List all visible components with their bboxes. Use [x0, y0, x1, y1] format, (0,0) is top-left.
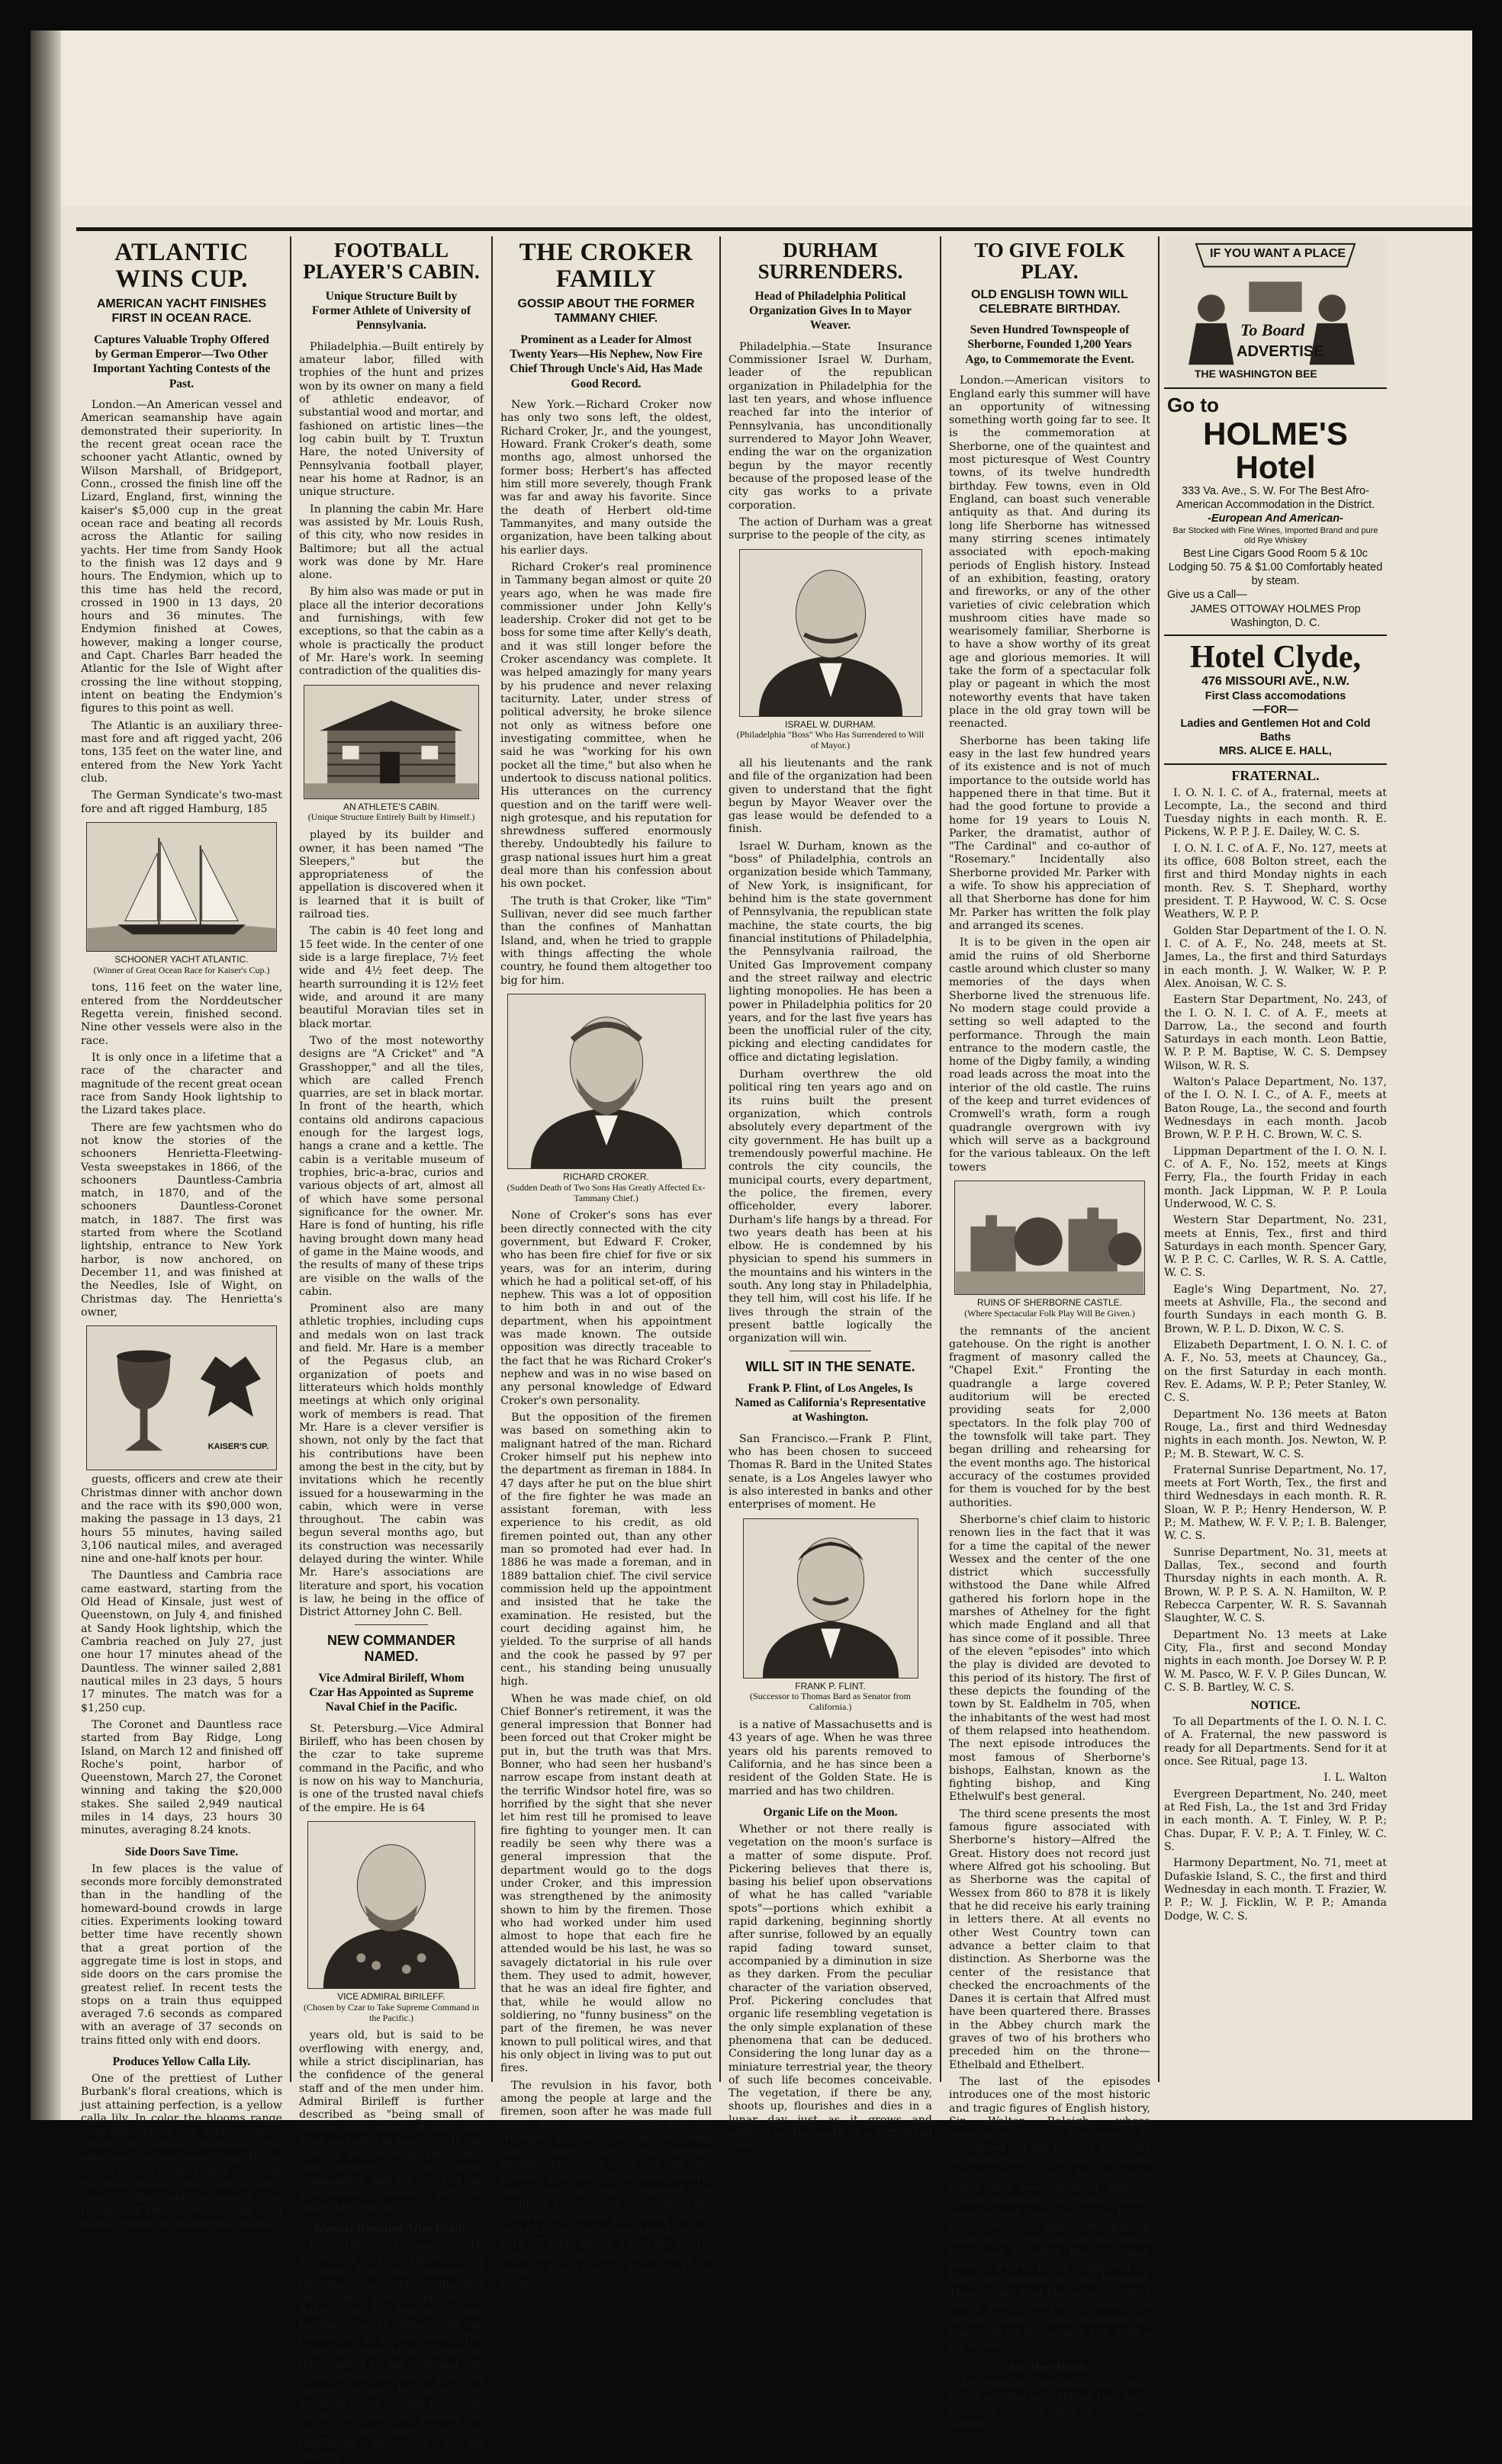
- notice-entry: To all Departments of the I. O. N. I. C. of A. Fraternal, the new password is ready for all Departments. Send for it at once. See Ritual, page 13.: [1164, 1716, 1387, 1768]
- figure-subcaption: (Successor to Thomas Bard as Senator from California.): [749, 1691, 912, 1713]
- article-paragraph: St. Petersburg.—Vice Admiral Birileff, who has been chosen by the czar to take supreme command in the Pacific, and who is now on his way to Manchuria, is one of the trusted naval chiefs of the empire. He is 64: [299, 1722, 484, 1814]
- fraternal-entry: Fraternal Sunrise Department, No. 17, meets at Fort Worth, Tex., the first and third Wednesdays in each month. R. R. Sloan, W. P. P.; Henry Henderson, W. P. P.; M. Mathew, W. F. V. P.; I. B. Balenger, W. C. S.: [1164, 1463, 1387, 1543]
- admiral-portrait: [307, 1821, 475, 1989]
- sailboat-icon: [87, 823, 276, 951]
- cartoon-banner-text: IF YOU WANT A PLACE: [1210, 247, 1346, 260]
- portrait-icon: [740, 550, 921, 716]
- article-paragraph: Philadelphia.—Built entirely by amateur labor, filled with trophies of the hunt and prizes won by its owner on many a field of athletic endeavor, of substantial wood and mortar, and fashioned on artistic lines—the log cabin built by T. Truxtun Hare, the noted University of Pennsylvania football player, near his home at Radnor, is an unique structure.: [299, 340, 484, 499]
- cartoon-board-text: To Board: [1240, 320, 1305, 339]
- yacht-illustration: [86, 822, 277, 952]
- headline-senate: WILL SIT IN THE SENATE.: [745, 1358, 915, 1374]
- ad-goto: Go to: [1167, 394, 1219, 416]
- deck-senate: Frank P. Flint, of Los Angeles, Is Named as California's Representative at Washington.: [735, 1381, 926, 1425]
- newspaper-page: [31, 31, 1472, 2463]
- article-paragraph: The revulsion in his favor, both among the people at large and the firemen, soon after he was made full chief, was as complete as was his triumph at his excellent standing after taking the civil service examination. Fires were put out with greater efficiency than ever before, and when he was removed for "political reasons," as he claimed, the underwriters made a vigorous protest in which the forces combined, joined with all their might. Later the courts reinstated him, and he is likely to remain fire chief in New York for some time.: [500, 2079, 712, 2290]
- article-paragraph: Sherborne has been taking life easy in the last few hundred years of its existence and is not of much importance to the outside world has happened there in that time. But it had the good fortune to provide a home for 19 years to Louis N. Parker, the dramatist, author of "The Cardinal" and co-author of "Rosemary." Incidentally also Sherborne provided Mr. Parker with a wife. To show his appreciation of all that Sherborne has done for him Mr. Parker has written the folk play and arranged its scenes.: [949, 734, 1150, 932]
- figure-caption: VICE ADMIRAL BIRILEFF.: [337, 1990, 445, 2002]
- article-paragraph: Richard Croker's real prominence in Tammany began almost or quite 20 years ago, when he was made fire commissioner under John Kelly's leadership. Croker did not get to be boss for some time after Kelly's death, and it was still longer before the Croker ascendancy was complete. It was helped amazingly for many years by his prudence and never relaxing taciturnity. Later, under stress of political adversity, he broke silence not only as witness before one investigating committee, when he said he was "working for his own pocket all the time," but also when he undertook to discuss national politics. His utterances on the currency question and on the tariff were well-nigh grotesque, and his reputation for shrewdness suffered enormously thereby. Undoubtedly his failure to grasp national issues hurt him a great deal more than his confession about his own pocket.: [500, 561, 712, 891]
- headline-croker-family: THE CROKER FAMILY: [519, 239, 693, 293]
- figure-subcaption: (Winner of Great Ocean Race for Kaiser's Cup.): [93, 964, 270, 975]
- article-paragraph: When he was made chief, on old Chief Bonner's retirement, it was the general impression that Bonner had been forced out that Croker might be put in, but the truth was that Mrs. Bonner, who had seen her husband's narrow escape from instant death at the terrific Windsor hotel fire, was so horrified by the sight that she never let him rest till he promised to leave fire fighting to younger men. It can readily be seen why there was a general impression that the department would go to the dogs under Croker, and this impression was strengthened by the animosity shown to him by the firemen. Those who had worked under him used almost to hope that each fire he attended would be his last, he was so savagely dictatorial in his rule over them. They used to admit, however, that he was an ideal fire fighter, and that, while he would allow no soldiering, no "funny business" on the part of the firemen, he was never known to pull political wires, and that his only object in living was to put out fires.: [500, 1692, 712, 2075]
- article-paragraph: Whether or not there really is vegetation on the moon's surface is a matter of some dispute. Prof. Pickering believes that there is, basing his belief upon observations of what he has called "variable spots"—portions which exhibit a rapid darkening, beginning shortly after sunrise, followed by an equally rapid fading toward sunset, accompanied by a diminution in size as they darken. From the peculiar character of the variation observed, Prof. Pickering concludes that organic life resembling vegetation is the only simple explanation of these phenomena that can be deduced. Considering the long lunar day as a miniature terrestrial year, the theory of such life becomes conceivable. The vegetation, if there be any, shoots up, flourishes and dies in a lunar day just as it grows and withers on the earth in a terrestrial year.: [728, 1823, 932, 2153]
- article-paragraph: The third scene presents the most famous figure associated with Sherborne's history—Alfred the Great. History does not record just where Alfred got his schooling. But as Sherborne was the capital of Wessex from 860 to 878 it is likely that he did receive his early training in letters there. At all events no other West Country town can advance a better claim to that distinction. As Sherborne was the center of the resistance that checked the encroachments of the Danes it is certain that Alfred must have been quartered there. Brasses in the Abbey church mark the graves of two of his brothers who preceded him on the throne—Ethelbald and Ethelbert.: [949, 1807, 1150, 2071]
- article-paragraph: The last of the episodes introduces one of the most historic and tragic figures of English history, Sir Walter Raleigh, whose association with Sherborne is accounted not the least of its claims to distinction. It depicts his home coming with his wife to the castle which had been granted him by Queen Elizabeth. Sir Walter makes some jocund speeches to his bride, the townsfolk, and then puffing away at his pipe, and we are shown the scene in which the "Virginian weed," which he is supposed to have first introduced into England. Then occurs that humorous incident which every smoker is familiar. A servant comes in and imagining his master is on fire souses him with a jug of ale.: [949, 2076, 1150, 2353]
- figure-caption: RICHARD CROKER.: [563, 1171, 649, 1182]
- fraternal-entry: Golden Star Department of the I. O. N. I. C. of A. F., No. 248, meets at St. James, La., the first and third Saturdays in each month. J. W. Walker, W. P. P. Alex. Anoisan, W. C. S.: [1164, 924, 1387, 990]
- masthead-rule: [76, 227, 1472, 231]
- cartoon-ad: [1164, 236, 1387, 389]
- fraternal-entry: Department No. 13 meets at Lake City, Fla., first and second Monday nights in each month. Joe Dorsey W. P. P. W. M. Pasco, W. F. V. P. Giles Duncan, W. C. S. B. Bartley, W. C. S.: [1164, 1628, 1387, 1694]
- article-paragraph: Philadelphia.—State Insurance Commissioner Israel W. Durham, leader of the republican organization in Philadelphia for the last ten years, and whose influence reached far into the interior of Pennsylvania, has unconditionally surrendered to Mayor John Weaver, ending the war on the organization begun by the mayor recently because of the proposed lease of the city gas works to a private corporation.: [728, 340, 932, 512]
- fraternal-entry: I. O. N. I. C. of A. F., No. 127, meets at its office, 608 Bolton street, each the first and third Monday nights in each month. Rev. S. T. Shephard, worthy president. T. P. Haywood, W. C. S. Ocse Weathers, W. P. P.: [1164, 842, 1387, 921]
- subhead-croker: GOSSIP ABOUT THE FORMER TAMMANY CHIEF.: [517, 297, 695, 326]
- column-1: [75, 236, 288, 2231]
- article-paragraph: By him also was made or put in place all the interior decorations and furnishings, with few exceptions, so that the cabin as a whole is practically the product of Mr. Hare's work. In seeming contradiction of the qualities dis-: [299, 586, 484, 678]
- article-paragraph: There are few yachtsmen who do not know the stories of the schooners Henrietta-Fleetwing-Vesta sweepstakes in 1866, of the schooners Dauntless-Cambria match, in 1870, and of the schooners Dauntless-Coronet match, in 1887. The first was started from where the Scotland lightship, entrance to New York harbor, is now anchored, on December 11, and was finished at the Needles, Isle of Wight, on Christmas day. The Henrietta's owner,: [81, 1121, 282, 1319]
- column-rule: [290, 236, 291, 2082]
- deck-atlantic: Captures Valuable Trophy Offered by German Emperor—Two Other Important Yachting Contests of the Past.: [92, 332, 271, 390]
- column-3: [494, 236, 718, 2290]
- article-paragraph: One of the prettiest of Luther Burbank's floral creations, which is just attaining perfection, is a yellow calla lily. In color the blooms range from light lemon to a deeper orange shade of yellow. Burbank first obtained the specimen from Africa, which have a slight yellow coloring. He then crossed them with a hardy dwarf calla and increased the richness of the yellow coloring until he has produced wonderful results.: [81, 2073, 282, 2231]
- flint-portrait: [743, 1518, 918, 1679]
- cartoon-bee-text: THE WASHINGTON BEE: [1195, 368, 1317, 380]
- article-paragraph: Durham overthrew the old political ring ten years ago and on its ruins built the present organization, which controls absolutely every department of the city government. He has built up a tremendously powerful machine. He controls the city councils, the municipal courts, every department, the police, the firemen, every officeholder, every laborer. Durham's life hangs by a thread. For two years death has been at his elbow. He is condemned by his physician to spend his summers in the mountains and his winters in the south. Any long stay in Philadelphia, they tell him, will cost his life. If he lives through the strain of the present battle logically the organization will win.: [728, 1068, 932, 1345]
- article-paragraph: all his lieutenants and the rank and file of the organization had been given to understand that the fight begun by Mayor Weaver over the gas lease would be defended to a finish.: [728, 757, 932, 836]
- cartoon-advertise-text: ADVERTISE: [1237, 343, 1324, 360]
- hotel-clyde-ad: [1164, 636, 1387, 765]
- figure-caption: SCHOONER YACHT ATLANTIC.: [114, 953, 249, 965]
- article-paragraph: tons, 116 feet on the water line, entered from the Norddeutscher Regetta verein, finished second. Nine other vessels were also in the race.: [81, 981, 282, 1047]
- subhead-calla-lily: Produces Yellow Calla Lily.: [112, 2055, 251, 2069]
- deck-durham: Head of Philadelphia Political Organization Gives In to Mayor Weaver.: [749, 289, 912, 332]
- article-paragraph: The Coronet and Dauntless race started from Bay Ridge, Long Island, on March 12 and finished off Roche's point, harbor of Queenstown, March 27, the Coronet winning and taking the $20,000 stakes. She sailed 2,949 nautical miles in 14 days, 23 hours 30 minutes, averaging 8.24 knots.: [81, 1718, 282, 1837]
- fraternal-entry: Western Star Department, No. 231, meets at Ennis, Tex., first and third Saturdays in each month. Spencer Gary, W. P. P. C. C. Carlles, W. R. S. A. Cattle, W. C. S.: [1164, 1214, 1387, 1280]
- figure-subcaption: (Chosen by Czar to Take Supreme Command in the Pacific.): [304, 2001, 479, 2023]
- subhead-side-doors: Side Doors Save Time.: [124, 1845, 239, 1858]
- article-paragraph: The cabin is 40 feet long and 15 feet wide. In the center of one side is a large fireplace, 7½ feet wide and 4½ feet deep. The hearth surrounding it is 12½ feet wide, and around it are many beautiful Moravian tiles set in black mortar.: [299, 925, 484, 1030]
- column-5: [943, 236, 1156, 2430]
- deck-new-commander: Vice Admiral Birileff, Whom Czar Has Appointed as Supreme Naval Chief in the Pacific.: [309, 1671, 474, 1714]
- article-paragraph: played by its builder and owner, it has been named "The Sleepers," but the appropriateness of the appellation is discovered when it is learned that it is built of railroad ties.: [299, 829, 484, 921]
- notice-signature: I. L. Walton: [1323, 1772, 1387, 1785]
- cup-label: KAISER'S CUP.: [207, 1442, 269, 1452]
- article-paragraph: In planning the cabin Mr. Hare was assisted by Mr. Louis Rush, of this city, who now resides in Baltimore; but all the actual work was done by Mr. Hare alone.: [299, 503, 484, 582]
- fraternal-entry: Eastern Star Department, No. 243, of the I. O. N. I. C. of A. F., meets at Darrow, La., the second and fourth Saturdays in each month. Leon Battie, W. P. P. M. Baptise, W. C. S. Dempsey Wilson, W. R. S.: [1164, 994, 1387, 1072]
- article-paragraph: An English physician says that fishes are the only things that have life that do not have a taste for alcohol.: [949, 2378, 1150, 2430]
- ad-line: Washington, D. C.: [1230, 616, 1320, 629]
- article-paragraph: The German Syndicate's two-mast fore and aft rigged Hamburg, 185: [81, 789, 282, 815]
- column-2: [293, 236, 490, 2463]
- durham-portrait: [739, 549, 922, 717]
- ad-line: Give us a Call—: [1167, 589, 1247, 602]
- fraternal-heading: FRATERNAL.: [1231, 767, 1320, 783]
- figure-caption: AN ATHLETE'S CABIN.: [343, 801, 440, 812]
- fraternal-section: [1164, 768, 1387, 1923]
- headline-new-commander: NEW COMMANDER NAMED.: [327, 1632, 455, 1664]
- headline-durham: DURHAM SURRENDERS.: [757, 239, 903, 284]
- headline-atlantic: ATLANTIC WINS CUP.: [114, 239, 249, 293]
- log-cabin-icon: [304, 686, 478, 798]
- figure-subcaption: (Sudden Death of Two Sons Has Greatly Affected Ex-Tammany Chief.): [507, 1181, 706, 1203]
- ad-hotel-name: HOLME'S Hotel: [1203, 416, 1348, 486]
- article-paragraph: San Francisco.—Frank P. Flint, who has been chosen to succeed Thomas R. Bard in the United States senate, is a Los Angeles lawyer who is also interested in banks and other enterprises of moment. He: [728, 1432, 932, 1511]
- article-paragraph: None of Croker's sons has ever been directly connected with the city government, but Edward F. Croker, who has been fire chief for five or six years, was for an interim, during which he had a political set-off, of his nephew. This was a lot of opposition to him both in and out of the department, when his appointment was made known. The outside opposition was directly traceable to the fact that he was Richard Croker's nephew and was in no wise based on any personal knowledge of Edward Croker's own personality.: [500, 1210, 712, 1407]
- castle-ruins-illustration: [954, 1181, 1145, 1295]
- page-top-margin: [61, 31, 1472, 206]
- figure-caption: RUINS OF SHERBORNE CASTLE.: [976, 1296, 1123, 1308]
- castle-icon: [955, 1181, 1144, 1294]
- binding-spine: [31, 31, 61, 2120]
- article-paragraph: London.—American visitors to England early this summer will have an opportunity of witnessing something worth going far to see. It is the commemoration at Sherborne, one of the quaintest and most picturesque of West Country towns, of its twelve hundredth birthday. Few towns, even in Old England, can boast such venerable antiquity as that. And during its long life Sherborne has witnessed many stirring scenes intimately associated with epoch-making periods of English history. Instead of an exhibition, feasting, oratory and fireworks, or any of the other varieties of civic celebration which mushroom cities have made so wearisomely familiar, Sherborne is to have a show worthy of its great age and glorious memories. It will take the form of a spectacular folk play or pageant in which the most noteworthy events that have taken place in the old gray town will be reenacted.: [949, 374, 1150, 731]
- ad-line: First Class accomodations: [1204, 689, 1346, 702]
- ad-line: —FOR—: [1253, 704, 1298, 717]
- article-paragraph: Sherborne's chief claim to historic renown lies in the fact that it was for a time the capital of the newer Wessex and the center of the one district which successfully withstood the Dane while Alfred gathered his forlorn hope in the marshes of Athelney for the fight which made England and all that has since come of it possible. Three of the eleven "episodes" into which the play is divided are devoted to this period of its history. The first of these depicts the founding of the town by St. Ealdhelm in 705, when the inhabitants of the west had most of them relapsed into heathendom. The next episode introduces the most famous of Sherborne's bishops, Ealhstan, known as the fighting bishop, and King Ethelwulf's best general.: [949, 1513, 1150, 1804]
- article-paragraph: London.—An American vessel and American seamanship have again demonstrated their superiority. In the recent great ocean race the schooner yacht Atlantic, owned by Wilson Marshall, of Bridgeport, Conn., crossed the finish line off the Lizard, England, first, winning the kaiser's $5,000 cup in the great ocean race and beating all records across the Atlantic for sailing yachts. Her time from Sandy Hook to the finish was 12 days and 9 hours. The Endymion, which up to this time has held the record, crossed in 1900 in 13 days, 20 hours and 36 minutes. The Endymion finished at Cowes, however, making a longer course, and Capt. Charles Barr headed the Atlantic for the Isle of Wight after crossing the line without stopping, intent on beating the Endymion's figures to this point as well.: [81, 399, 282, 715]
- subhead-yet-they-drink: Yet They Drink.: [1008, 2360, 1091, 2374]
- ad-line: 333 Va. Ave., S. W. For The Best Afro-American Accommodation in the District.: [1176, 485, 1375, 512]
- ad-line: Bar Stocked with Fine Wines, Imported Brand and pure old Rye Whiskey: [1172, 525, 1378, 546]
- fraternal-entry: Walton's Palace Department, No. 137, of the I. O. N. I. C., of A. F., meets at Baton Rouge, La., the second and fourth Wednesdays in each month. Jacob Brown, W. P. P. H. C. Brown, W. C. S.: [1164, 1076, 1387, 1142]
- ad-line: Best Line Cigars Good Room 5 & 10c: [1183, 548, 1368, 561]
- column-rule: [719, 236, 721, 2082]
- fraternal-entry: Lippman Department of the I. O. N. I. C. of A. F., No. 152, meets at Kings Ferry, Fla., the fourth Friday in each month. Jack Lippman, W. P. P. Loula Underwood, W. C. S.: [1164, 1145, 1387, 1210]
- fraternal-entry: Sunrise Department, No. 31, meets at Dallas, Tex., second and fourth Thursday nights in each month. A. R. Brown, W. P. P. S. A. N. Hamilton, W. P. Rebecca Carpenter, W. R. S. Savannah Slaughter, W. C. S.: [1164, 1546, 1387, 1625]
- article-paragraph: It is only once in a lifetime that a race of the character and magnitude of the recent great ocean race from Sandy Hook lightship to the Lizard takes place.: [81, 1052, 282, 1117]
- portrait-icon: [508, 994, 705, 1168]
- article-paragraph: The action of Durham was a great surprise to the people of the city, as: [728, 516, 932, 542]
- croker-portrait: [507, 994, 706, 1169]
- ad-line: -European And American-: [1208, 512, 1343, 525]
- ad-hotel-name: Hotel Clyde,: [1190, 639, 1361, 675]
- column-6-ads: [1161, 236, 1390, 2082]
- portrait-icon: [744, 1519, 918, 1678]
- ad-line: Lodging 50. 75 & $1.00 Comfortably heated by steam.: [1168, 561, 1383, 588]
- notice-entry: Harmony Department, No. 71, meet at Dufaskie Island, S. C., the first and third Wednesday in each month. T. Frazier, W. P. P.; W. J. Ficklin, W. P. P.; Amanda Dodge, W. C. S.: [1164, 1857, 1387, 1923]
- figure-caption: ISRAEL W. DURHAM.: [785, 718, 876, 730]
- column-rule: [940, 236, 941, 2082]
- ad-line: MRS. ALICE E. HALL,: [1219, 745, 1332, 758]
- column-rule: [1158, 236, 1159, 2082]
- column-4: [722, 236, 938, 2153]
- deck-football-cabin: Unique Structure Built by Former Athlete of University of Pennsylvania.: [311, 289, 471, 332]
- fraternal-entry: Department No. 136 meets at Baton Rouge, La., first and third Wednesday nights in each month. Jos. Newton, W. P. P.; M. B. Stewart, W. C. S.: [1164, 1408, 1387, 1460]
- article-paragraph: New York.—Richard Croker now has only two sons left, the oldest, Richard Croker, Jr., and the youngest, Howard. Frank Croker's death, some months ago, almost unhorsed the former boss; Herbert's has affected him still more severely, though Frank was far and away his favorite. Since the death of Herbert old-time Tammanyites, and many outside the organization, have been talking about his earlier days.: [500, 399, 712, 557]
- article-paragraph: The Dauntless and Cambria race came eastward, starting from the Old Head of Kinsale, just west of Queenstown, on July 4, and finished at Sandy Hook lightship, which the Cambria reached on July 27, just one hour 17 minutes ahead of the Dauntless. The winner sailed 2,881 nautical miles in 23 days, 5 hours 17 minutes. The match was for a $1,250 cup.: [81, 1569, 282, 1714]
- article-paragraph: It is to be given in the open air amid the ruins of old Sherborne castle around which cluster so many memories of the days when Sherborne lived the strenuous life. No modern stage could provide a setting so well adapted to the performance. Through the main entrance to the modern castle, the home of the Digby family, a winding road leads across the moat into the interior of the old castle. The ruins of the keep and turret evidences of Cromwell's wrath, form a rough quadrangle overgrown with ivy which will serve as a background for the various tableaux. On the left towers: [949, 936, 1150, 1174]
- article-paragraph: is a native of Massachusetts and is 43 years of age. When he was three years old his parents removed to California, and he has since been a resident of the Golden State. He is married and has two children.: [728, 1719, 932, 1797]
- article-paragraph: The truth is that Croker, like "Tim" Sullivan, never did see much farther than the confines of Manhattan Island, and, when he tried to grapple with things affecting the whole country, he found them altogether too big for him.: [500, 895, 712, 987]
- article-paragraph: In 1902 Alexander H. Morehead was county treasurer at Globe, Ariz., and a member of the legislature. He embezzled the county funds and fled to Baker City, O., leaving a wife behind him. In Baker City he passed as A. H. Alexander. The other day, when he was dying, he telegraphed to his wife and she came. When she had to give her maiden name to mark her husband's last resting place she could not see the reason for writing one name on the tombstone and told of his identity.: [299, 2239, 484, 2463]
- article-paragraph: guests, officers and crew ate their Christmas dinner with anchor down and the race with its $90,000 won, making the passage in 13 days, 21 hours 55 minutes, having sailed 3,106 nautical miles, and averaged nine and one-half knots per hour.: [81, 1473, 282, 1566]
- article-paragraph: Prominent also are many athletic trophies, including cups and medals won on last track and field. Mr. Hare is a member of the Pegasus club, an organization of poets and litterateurs which holds monthly meetings at which only original work of members is read. That Mr. Hare is a clever versifier is shown, not only by the fact that his contributions have been among the best in the city, but by invitations which he recently issued for a housewarming in the cabin, which were in verse throughout. The cabin was begun several months ago, but its construction was necessarily delayed during the winter. While Mr. Hare's associations are literature and sport, his vocation is law, he being in the office of District Attorney John C. Bell.: [299, 1303, 484, 1619]
- figure-subcaption: (Philadelphia "Boss" Who Has Surrendered to Will of Mayor.): [736, 729, 925, 751]
- subhead-moon: Organic Life on the Moon.: [763, 1805, 898, 1819]
- subhead-atlantic: AMERICAN YACHT FINISHES FIRST IN OCEAN RACE.: [96, 297, 267, 326]
- ad-line: Ladies and Gentlemen Hot and Cold Baths: [1180, 718, 1371, 744]
- deck-folk-play: Seven Hundred Townspeople of Sherborne, Founded 1,200 Years Ago, to Commemorate the Event.: [965, 323, 1134, 366]
- article-paragraph: Israel W. Durham, known as the "boss" of Philadelphia, controls an organization beside which Tammany, of New York, is insignificant, for behind him is the state government of Pennsylvania, the republican state machine, the state courts, the big financial institutions of Philadelphia, the Pennsylvania railroad, the United Gas Improvement company and the street railway and electric lighting monopolies. He has been a power in Philadelphia politics for 20 years, and for the last five years has been the unofficial ruler of the city, picking and electing candidates for office and dictating legislation.: [728, 840, 932, 1064]
- fraternal-entry: Eagle's Wing Department, No. 27, meets at Ashville, Fla., the second and fourth Sundays in each month G. B. Brown, W. P. L. D. Dixon, W. C. S.: [1164, 1283, 1387, 1335]
- figure-caption: FRANK P. FLINT.: [795, 1680, 866, 1691]
- deck-croker: Prominent as a Leader for Almost Twenty Years—His Nephew, Now Fire Chief Through Uncle's Aid, Has Made Good Record.: [510, 332, 703, 390]
- headline-football-cabin: FOOTBALL PLAYER'S CABIN.: [303, 239, 480, 284]
- article-paragraph: In few places is the value of seconds more forcibly demonstrated than in the handling of the homeward-bound crowds in large cities. Experiments looking toward better time have recently shown that a great portion of the aggregate time is lost in stops, and side doors on the cars promise the greatest relief. In recent tests the stops on a train thus equipped averaged 7.6 seconds as compared with an average of 37 seconds on trains fitted only with end doors.: [81, 1862, 282, 2047]
- figure-subcaption: (Unique Structure Entirely Built by Himself.): [307, 811, 475, 823]
- column-rule: [491, 236, 493, 2082]
- cabin-illustration: [304, 685, 479, 799]
- portrait-icon: [308, 1822, 474, 1988]
- article-paragraph: years old, but is said to be overflowing with energy, and, while a strict disciplinarian, has the confidence of the general staff and of the men under him. Admiral Birileff is further described as "being small of stature and scant of hair, but keen and alert in bearing." In the east he will have all the rights and powers of an army commander, and the chief of the Vladivostok garrison will be under his control.: [299, 2029, 484, 2214]
- fraternal-entry: I. O. N. I. C. of A., fraternal, meets at Lecompte, La., the second and third Tuesday nights in each month. R. E. Pickens, W. P. P. J. E. Dailey, W. C. S.: [1164, 786, 1387, 839]
- notice-entry: Evergreen Department, No. 240, meet at Red Fish, La., the 1st and 3rd Friday in each month. A. T. Finley, W. P. P.; Chas. Dupar, F. V. P.; A. T. Finley, W. C. S.: [1164, 1788, 1387, 1853]
- subhead-identity: Identity Revealed After Death.: [314, 2221, 469, 2235]
- kaisers-cup-illustration: [86, 1325, 277, 1470]
- article-paragraph: the remnants of the ancient gatehouse. On the right is another fragment of masonry called the "Chapel Exit." Fronting the quadrangle a large covered auditorium will be erected providing seats for 2,000 spectators. In the folk play 700 of the townsfolk will take part. They began drilling and rehearsing for the event months ago. The historical accuracy of the costumes provided for them is vouched for by the best authorities.: [949, 1325, 1150, 1509]
- headline-folk-play: TO GIVE FOLK PLAY.: [974, 239, 1125, 284]
- article-paragraph: The Atlantic is an auxiliary three-mast fore and aft rigged yacht, 206 tons, 135 feet on the water line, and entered from the New York Yacht club.: [81, 719, 282, 785]
- figure-subcaption: (Where Spectacular Folk Play Will Be Given.): [964, 1307, 1135, 1319]
- article-paragraph: But the opposition of the firemen was based on something akin to malignant hatred of the man. Richard Croker himself put his nephew into the department as fireman in 1884. In 47 days after he put on the blue shirt of the fire fighter he was made an assistant foreman, with less experience to his credit, as old firemen pointed out, than any other man so promoted had ever had. In 1886 he was made a foreman, and in 1889 battalion chief. The civil service commission held up the appointment and insisted that he take the examination. He resisted, but the court deciding against him, he yielded. To the surprise of all hands and the cook he passed by 97 per cent., his standing being unusually high.: [500, 1411, 712, 1688]
- ad-line: JAMES OTTOWAY HOLMES Prop: [1190, 602, 1361, 615]
- article-paragraph: Two of the most noteworthy designs are "A Cricket" and "A Grasshopper," and all the tiles, which are called French quarries, are set in black mortar. In front of the hearth, which contains old andirons capacious enough for the largest logs, hangs a crane and a kettle. The cabin is a veritable museum of trophies, bric-a-brac, curios and various objects of art, almost all of which have some personal significance for the owner. Mr. Hare is fond of hunting, his rifle having brought down many head of game in the Maine woods, and the results of many of these trips are visible on the walls of the cabin.: [299, 1034, 484, 1298]
- notice-heading: NOTICE.: [1250, 1699, 1301, 1713]
- fraternal-entry: Elizabeth Department, I. O. N. I. C. of A. F., No. 53, meets at Chauncey, Ga., on the first Saturday in each month. Rev. E. Adams, W. P. P.; Peter Stanley, W. C. S.: [1164, 1339, 1387, 1405]
- ad-line: 476 MISSOURI AVE., N.W.: [1201, 674, 1349, 688]
- subhead-folk-play: OLD ENGLISH TOWN WILL CELEBRATE BIRTHDAY.: [971, 288, 1128, 316]
- holmes-hotel-ad: [1164, 389, 1387, 636]
